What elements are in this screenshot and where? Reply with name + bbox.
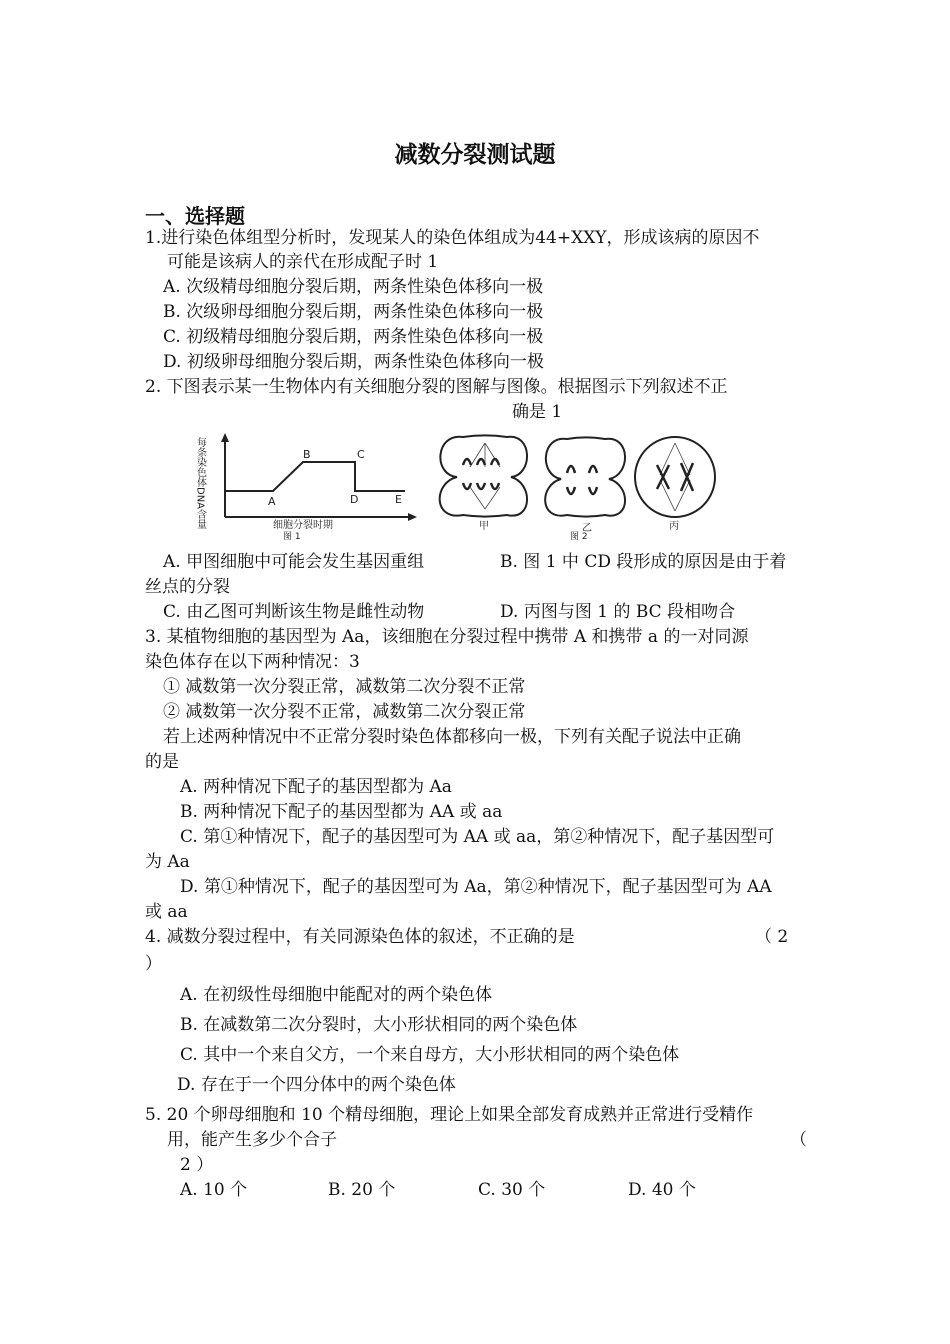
q5-option-b: B. 20 个	[328, 1180, 396, 1200]
point-c-label: C	[357, 448, 365, 461]
q1-option-c: C. 初级精母细胞分裂后期，两条性染色体移向一极	[163, 327, 544, 347]
figure-2-cells	[440, 436, 715, 541]
fig1-dna-curve	[225, 462, 405, 491]
q1-option-d: D. 初级卵母细胞分裂后期，两条性染色体移向一极	[163, 352, 544, 372]
q3-stem-line2: 染色体存在以下两种情况：3	[145, 652, 360, 672]
q3-case-1: ① 减数第一次分裂正常，减数第二次分裂不正常	[163, 677, 526, 697]
q2-option-a: A. 甲图细胞中可能会发生基因重组	[163, 552, 425, 572]
fig1-y-arrow	[221, 433, 229, 442]
q5-option-d: D. 40 个	[628, 1180, 696, 1200]
cell-yi-label: 乙	[582, 523, 592, 534]
q5-option-a: A. 10 个	[180, 1180, 248, 1200]
q2-option-b-line2: 丝点的分裂	[145, 577, 230, 597]
q5-stem-line2: 用，能产生多少个合子	[167, 1130, 337, 1150]
fig1-x-arrow	[408, 513, 417, 521]
q1-option-b: B. 次级卵母细胞分裂后期，两条性染色体移向一极	[163, 302, 544, 322]
cell-yi	[545, 438, 625, 535]
q4-option-d: D. 存在于一个四分体中的两个染色体	[177, 1075, 456, 1095]
cell-bing-label: 丙	[669, 521, 679, 532]
q4-stem: 4. 减数分裂过程中，有关同源染色体的叙述，不正确的是	[145, 927, 575, 947]
point-d-label: D	[350, 493, 359, 506]
cell-jia-label: 甲	[479, 521, 489, 532]
q3-option-b: B. 两种情况下配子的基因型都为 AA 或 aa	[180, 802, 503, 822]
q1-option-a: A. 次级精母细胞分裂后期，两条性染色体移向一极	[163, 277, 544, 297]
page-title: 减数分裂测试题	[394, 142, 556, 168]
q3-option-c-line2: 为 Aa	[145, 852, 190, 872]
fig2-caption: 图 2	[570, 532, 588, 540]
figure-1-graph	[195, 433, 417, 540]
q2-option-c: C. 由乙图可判断该生物是雌性动物	[163, 602, 425, 622]
point-a-label: A	[268, 495, 276, 508]
q4-answer-bracket-close: ）	[145, 954, 162, 974]
q2-option-d: D. 丙图与图 1 的 BC 段相吻合	[500, 602, 736, 622]
point-b-label: B	[303, 448, 311, 461]
fig1-xlabel: 细胞分裂时期	[273, 520, 333, 531]
q2-option-b-line1: B. 图 1 中 CD 段形成的原因是由于着	[500, 552, 787, 572]
q1-stem-line2: 可能是该病人的亲代在形成配子时 1	[167, 252, 439, 272]
q3-option-a: A. 两种情况下配子的基因型都为 Aa	[180, 777, 452, 797]
fig1-caption: 图 1	[283, 532, 301, 540]
q2-stem-line2: 确是 1	[512, 402, 563, 422]
q3-ask-line2: 的是	[145, 752, 179, 772]
q3-ask-line1: 若上述两种情况中不正常分裂时染色体都移向一极，下列有关配子说法中正确	[163, 727, 741, 747]
q4-option-c: C. 其中一个来自父方，一个来自母方，大小形状相同的两个染色体	[180, 1045, 680, 1065]
q4-answer-bracket-open: （ 2	[755, 927, 789, 947]
q1-stem-line1: 1.进行染色体组型分析时，发现某人的染色体组成为44+XXY，形成该病的原因不	[145, 228, 760, 248]
q3-option-d-line1: D. 第①种情况下，配子的基因型可为 Aa，第②种情况下，配子基因型可为 AA	[180, 877, 772, 897]
cell-bing	[635, 437, 715, 532]
cell-jia	[440, 436, 527, 533]
q3-stem-line1: 3. 某植物细胞的基因型为 Aa，该细胞在分裂过程中携带 A 和携带 a 的一对同源	[145, 627, 749, 647]
q5-answer-bracket-open: （	[790, 1130, 807, 1150]
q2-stem-line1: 2. 下图表示某一生物体内有关细胞分裂的图解与图像。根据图示下列叙述不正	[145, 377, 728, 397]
cell-division-figure	[195, 425, 725, 540]
q4-option-b: B. 在减数第二次分裂时，大小形状相同的两个染色体	[180, 1015, 578, 1035]
q3-option-c-line1: C. 第①种情况下，配子的基因型可为 AA 或 aa，第②种情况下，配子基因型可	[180, 827, 775, 847]
q5-stem-line1: 5. 20 个卵母细胞和 10 个精母细胞，理论上如果全部发育成熟并正常进行受精作	[145, 1105, 754, 1125]
fig1-ylabel: 每条染色体DNA含量	[195, 437, 206, 530]
section-heading: 一、选择题	[145, 204, 245, 228]
q5-option-c: C. 30 个	[478, 1180, 546, 1200]
q5-answer-line: 2 ）	[180, 1155, 214, 1175]
q3-option-d-line2: 或 aa	[145, 902, 188, 922]
point-e-label: E	[395, 493, 402, 506]
q3-case-2: ② 减数第一次分裂不正常，减数第二次分裂正常	[163, 702, 526, 722]
q4-option-a: A. 在初级性母细胞中能配对的两个染色体	[180, 985, 493, 1005]
